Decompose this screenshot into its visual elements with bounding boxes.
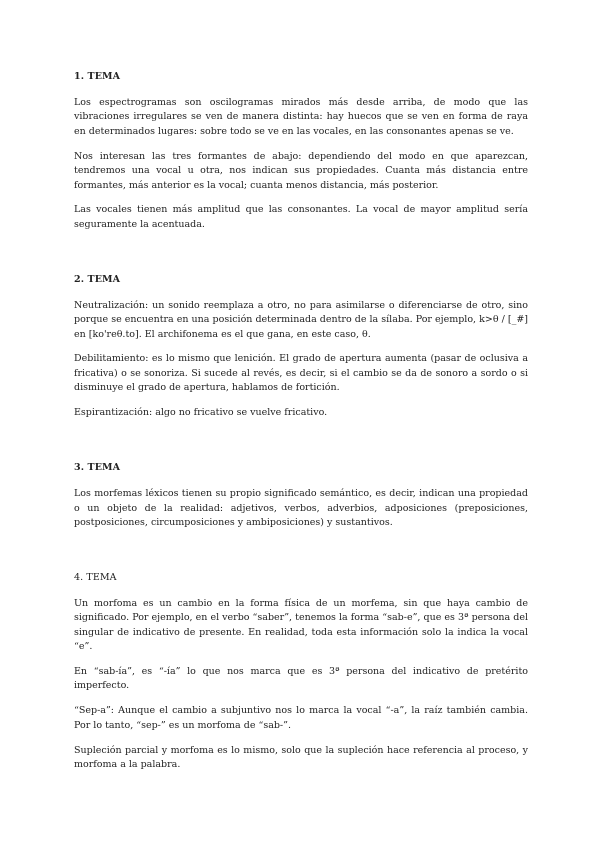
section-heading: 4. TEMA (74, 571, 117, 583)
section-spacer (74, 431, 528, 461)
section-3 (74, 461, 528, 530)
paragraph: “Sep-a”: Aunque el cambio a subjuntivo nos lo marca la vocal “-a”, la raíz también cambia. Por lo tanto, “sep-” es un morfoma de “sab-”. (74, 705, 528, 731)
paragraph: Supleción parcial y morfoma es lo mismo, solo que la supleción hace referencia al proceso, y morfoma a la palabra. (74, 744, 528, 770)
paragraph: Debilitamiento: es lo mismo que lenición. El grado de apertura aumenta (pasar de oclusiva a fricativa) o se sonoriza. Si sucede al revés, es decir, si el cambio se da de sonoro a sordo o si disminuye el grado de apertura, hablamos de fortición. (74, 353, 528, 394)
section-spacer (74, 243, 528, 273)
paragraph: Las vocales tienen más amplitud que las consonantes. La vocal de mayor amplitud sería seguramente la acentuada. (74, 204, 528, 230)
paragraph: Espirantización: algo no fricativo se vuelve fricativo. (74, 407, 328, 419)
section-1 (74, 70, 528, 232)
paragraph: En “sab-ía”, es “-ía” lo que nos marca que es 3ª persona del indicativo de pretérito imperfecto. (74, 665, 528, 692)
section-heading: 3. TEMA (74, 462, 121, 474)
section-2 (74, 273, 528, 421)
paragraph: Nos interesan las tres formantes de abajo: dependiendo del modo en que aparezcan, tendremos una vocal u otra, nos indican sus propiedades. Cuanta más distancia entre formantes, más anterior es la vocal; cuanta menos distancia, más posterior. (74, 150, 528, 191)
paragraph: Los morfemas léxicos tienen su propio significado semántico, es decir, indican una propiedad o un objeto de la realidad: adjetivos, verbos, adverbios, adposiciones (preposiciones, postposiciones, circumposiciones y ambiposiciones) y sustantivos. (74, 488, 528, 528)
paragraph: Un morfoma es un cambio en la forma física de un morfema, sin que haya cambio de significado. Por ejemplo, en el verbo “saber”, tenemos la forma “sab-e”, que es 3ª persona del singular de indicativo de presente. En realidad, toda esta información solo la indica la vocal “e”. (74, 597, 528, 653)
paragraph: Los espectrogramas son oscilogramas mirados más desde arriba, de modo que las vibraciones irregulares se ven de manera distinta: hay huecos que se ven en forma de raya en determinados lugares: sobre todo se ve en las vocales, en las consonantes apenas se ve. (74, 97, 528, 137)
section-4 (74, 571, 528, 773)
section-heading: 2. TEMA (74, 273, 121, 285)
document-page (74, 70, 528, 783)
section-spacer (74, 541, 528, 571)
paragraph: Neutralización: un sonido reemplaza a otro, no para asimilarse o diferenciarse de otro, sino porque se encuentra en una posición determinada dentro de la sílaba. Por ejemplo, k>θ / [_#] en [ko'reθ.to]. El archifonema es el que gana, en este caso, θ. (74, 299, 528, 340)
section-heading: 1. TEMA (74, 71, 121, 82)
